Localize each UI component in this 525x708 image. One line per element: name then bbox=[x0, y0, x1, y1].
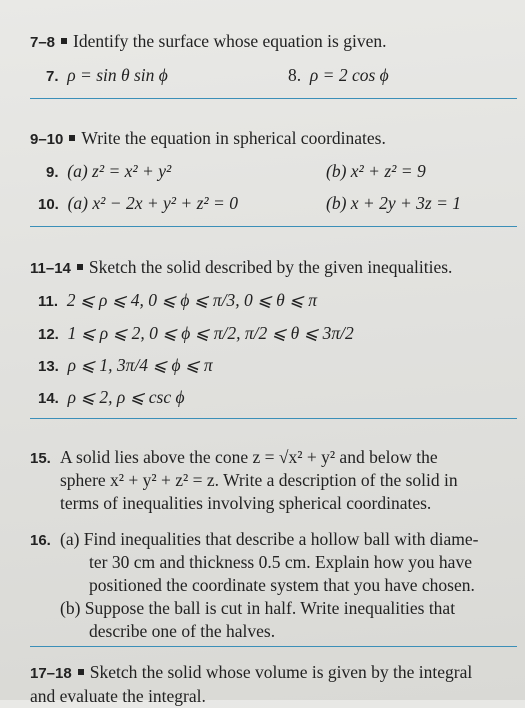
text-line: and evaluate the integral. bbox=[30, 686, 206, 706]
section-number: 11–14 bbox=[30, 260, 71, 277]
problem-number: 10. bbox=[38, 196, 59, 213]
section-9-10-heading bbox=[30, 127, 386, 151]
section-title: Sketch the solid whose volume is given by the integral bbox=[89, 662, 473, 682]
problem-15-number bbox=[30, 446, 51, 470]
text-line: terms of inequalities involving spherical coordinates. bbox=[60, 493, 432, 513]
equation: (b) x² + z² = 9 bbox=[326, 161, 426, 181]
section-title: Identify the surface whose equation is given. bbox=[73, 31, 387, 51]
bullet bbox=[77, 264, 83, 270]
problem-12 bbox=[38, 322, 354, 346]
inequalities: 2 ⩽ ρ ⩽ 4, 0 ⩽ ϕ ⩽ π/3, 0 ⩽ θ ⩽ π bbox=[66, 290, 317, 310]
text-line: A solid lies above the cone z = √x² + y² and below the bbox=[60, 447, 438, 467]
section-17-18-heading bbox=[30, 661, 520, 708]
problem-9b bbox=[326, 160, 426, 182]
equation: (a) x² − 2x + y² + z² = 0 bbox=[67, 193, 238, 213]
section-number: 7–8 bbox=[30, 34, 56, 51]
equation: (b) x + 2y + 3z = 1 bbox=[326, 193, 462, 213]
problem-16-number bbox=[30, 528, 51, 552]
problem-number: 11. bbox=[38, 293, 59, 310]
problem-number: 9. bbox=[46, 164, 59, 181]
inequalities: ρ ⩽ 1, 3π/4 ⩽ ϕ ⩽ π bbox=[67, 355, 213, 375]
section-title: Write the equation in spherical coordinates. bbox=[81, 128, 386, 148]
problem-7 bbox=[46, 64, 168, 88]
section-divider bbox=[30, 98, 517, 99]
inequalities: 1 ⩽ ρ ⩽ 2, 0 ⩽ ϕ ⩽ π/2, π/2 ⩽ θ ⩽ 3π/2 bbox=[67, 323, 354, 343]
section-7-8-heading bbox=[30, 30, 386, 54]
problem-8 bbox=[288, 64, 389, 86]
section-divider bbox=[30, 646, 517, 647]
text-line: ter 30 cm and thickness 0.5 cm. Explain how you have bbox=[89, 552, 472, 572]
problem-number: 13. bbox=[38, 358, 59, 375]
section-divider bbox=[30, 226, 517, 227]
problem-13 bbox=[38, 354, 213, 378]
problem-number: 12. bbox=[38, 326, 59, 343]
problem-number: 15. bbox=[30, 450, 51, 467]
text-line: (a) Find inequalities that describe a hollow ball with diame- bbox=[60, 529, 479, 549]
problem-10a bbox=[38, 192, 238, 216]
problem-16b-text bbox=[60, 597, 520, 643]
problem-number: 8. bbox=[288, 65, 302, 85]
problem-number: 14. bbox=[38, 390, 59, 407]
bullet bbox=[61, 38, 67, 44]
section-title: Sketch the solid described by the given inequalities. bbox=[88, 257, 453, 277]
problem-9a bbox=[46, 160, 171, 184]
equation: (a) z² = x² + y² bbox=[67, 161, 172, 181]
problem-16a-text bbox=[60, 528, 520, 597]
problem-14 bbox=[38, 386, 185, 410]
problem-15-text bbox=[60, 446, 520, 515]
equation: ρ = 2 cos ϕ bbox=[309, 65, 389, 85]
section-11-14-heading bbox=[30, 256, 452, 280]
bullet bbox=[69, 135, 75, 141]
problem-number: 16. bbox=[30, 532, 51, 549]
section-number: 17–18 bbox=[30, 665, 72, 682]
text-line: (b) Suppose the ball is cut in half. Write inequalities that bbox=[60, 598, 456, 618]
section-number: 9–10 bbox=[30, 131, 64, 148]
section-divider bbox=[30, 418, 517, 419]
text-line: describe one of the halves. bbox=[89, 621, 276, 641]
text-line: positioned the coordinate system that you have chosen. bbox=[89, 575, 475, 595]
bullet bbox=[78, 669, 84, 675]
equation: ρ = sin θ sin ϕ bbox=[67, 65, 168, 85]
text-line: sphere x² + y² + z² = z. Write a description of the solid in bbox=[60, 470, 458, 490]
problem-number: 7. bbox=[46, 68, 59, 85]
problem-10b bbox=[326, 192, 461, 214]
inequalities: ρ ⩽ 2, ρ ⩽ csc ϕ bbox=[67, 387, 185, 407]
problem-11 bbox=[38, 289, 317, 313]
